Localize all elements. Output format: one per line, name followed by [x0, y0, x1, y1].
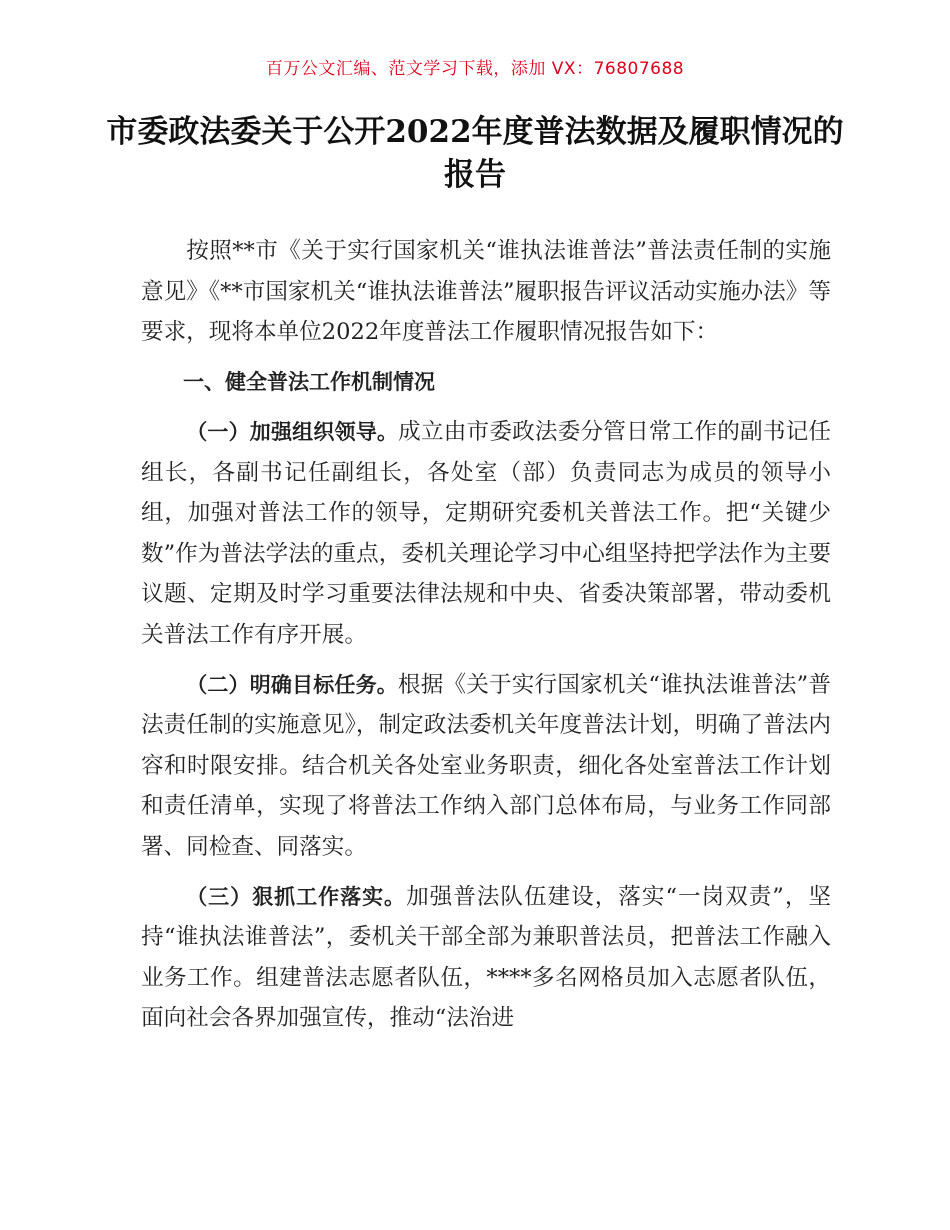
paragraph-targets [141, 665, 831, 868]
paragraph-text: 根据《关于实行国家机关“谁执法谁普法”普法责任制的实施意见》，制定政法委机关年度普法计划，明确了普法内容和时限安排。结合机关各处室业务职责，细化各处室普法工作计划和责任清单，实现了将普法工作纳入部门总体布局，与业务工作同部署、同检查、同落实。 [141, 671, 831, 860]
paragraph-lead: （一）加强组织领导。 [186, 420, 399, 444]
paragraph-lead: （三）狠抓工作落实。 [186, 884, 407, 909]
intro-paragraph: 按照**市《关于实行国家机关“谁执法谁普法”普法责任制的实施意见》《**市国家机关“谁执法谁普法”履职报告评议活动实施办法》等要求，现将本单位2022年度普法工作履职情况报告如下： [141, 238, 831, 345]
document-body [141, 231, 831, 1048]
section-heading: 一、健全普法工作机制情况 [183, 370, 435, 394]
paragraph-text: 加强普法队伍建设，落实“一岗双责”，坚持“谁执法谁普法”，委机关干部全部为兼职普法员，把普法工作融入业务工作。组建普法志愿者队伍，****多名网格员加入志愿者队伍，面向社会各界加强宣传，推动“法治进 [141, 883, 832, 1031]
paragraph-lead: （二）明确目标任务。 [186, 672, 398, 697]
paragraph-implementation [141, 877, 831, 1039]
paragraph-organization [141, 412, 831, 655]
paragraph-text: 成立由市委政法委分管日常工作的副书记任组长，各副书记任副组长，各处室（部）负责同志为成员的领导小组，加强对普法工作的领导，定期研究委机关普法工作。把“关键少数”作为普法学法的重点，委机关理论学习中心组坚持把学法作为主要议题、定期及时学习重要法律法规和中央、省委决策部署，带动委机关普法工作有序开展。 [141, 419, 832, 648]
document-title: 市委政法委关于公开2022年度普法数据及履职情况的报告 [106, 114, 844, 193]
watermark-header: 百万公文汇编、范文学习下载，添加 VX：76807688 [265, 59, 685, 79]
